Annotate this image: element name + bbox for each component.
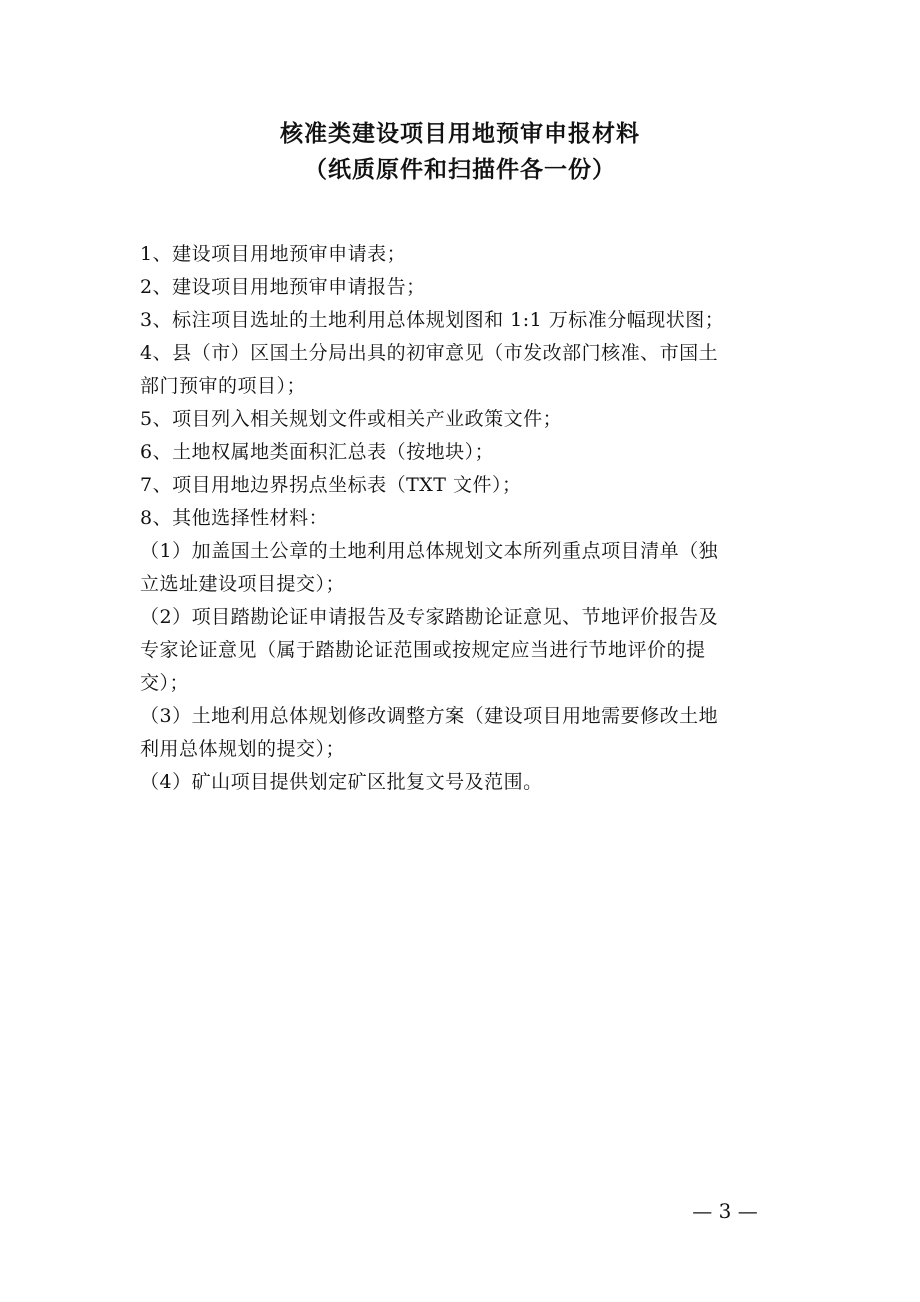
sub-item-4: （4）矿山项目提供划定矿区批复文号及范围。 bbox=[140, 771, 543, 793]
document-subtitle: （纸质原件和扫描件各一份） bbox=[304, 157, 616, 183]
list-item-4: 4、县（市）区国土分局出具的初审意见（市发改部门核准、市国土 部门预审的项目）； bbox=[140, 342, 719, 397]
list-item-6: 6、土地权属地类面积汇总表（按地块）； bbox=[140, 441, 495, 463]
sub-item-3: （3）土地利用总体规划修改调整方案（建设项目用地需要修改土地 利用总体规划的提交）； bbox=[140, 705, 719, 760]
page-number: — 3 — bbox=[692, 1199, 758, 1223]
materials-list bbox=[140, 238, 780, 799]
list-item-2: 2、建设项目用地预审申请报告； bbox=[140, 276, 426, 298]
list-item-3: 3、标注项目选址的土地利用总体规划图和 1:1 万标准分幅现状图； bbox=[140, 309, 725, 331]
list-item-7: 7、项目用地边界拐点坐标表（TXT 文件）； bbox=[140, 474, 522, 496]
list-item-5: 5、项目列入相关规划文件或相关产业政策文件； bbox=[140, 408, 563, 430]
sub-item-2: （2）项目踏勘论证申请报告及专家踏勘论证意见、节地评价报告及 专家论证意见（属于踏勘论证范围或按规定应当进行节地评价的提 交）； bbox=[140, 606, 719, 694]
list-item-1: 1、建设项目用地预审申请表； bbox=[140, 243, 407, 265]
document-title: 核准类建设项目用地预审申报材料 bbox=[280, 121, 640, 147]
sub-item-1: （1）加盖国土公章的土地利用总体规划文本所列重点项目清单（独 立选址建设项目提交）； bbox=[140, 540, 719, 595]
list-item-8: 8、其他选择性材料： bbox=[140, 507, 329, 529]
